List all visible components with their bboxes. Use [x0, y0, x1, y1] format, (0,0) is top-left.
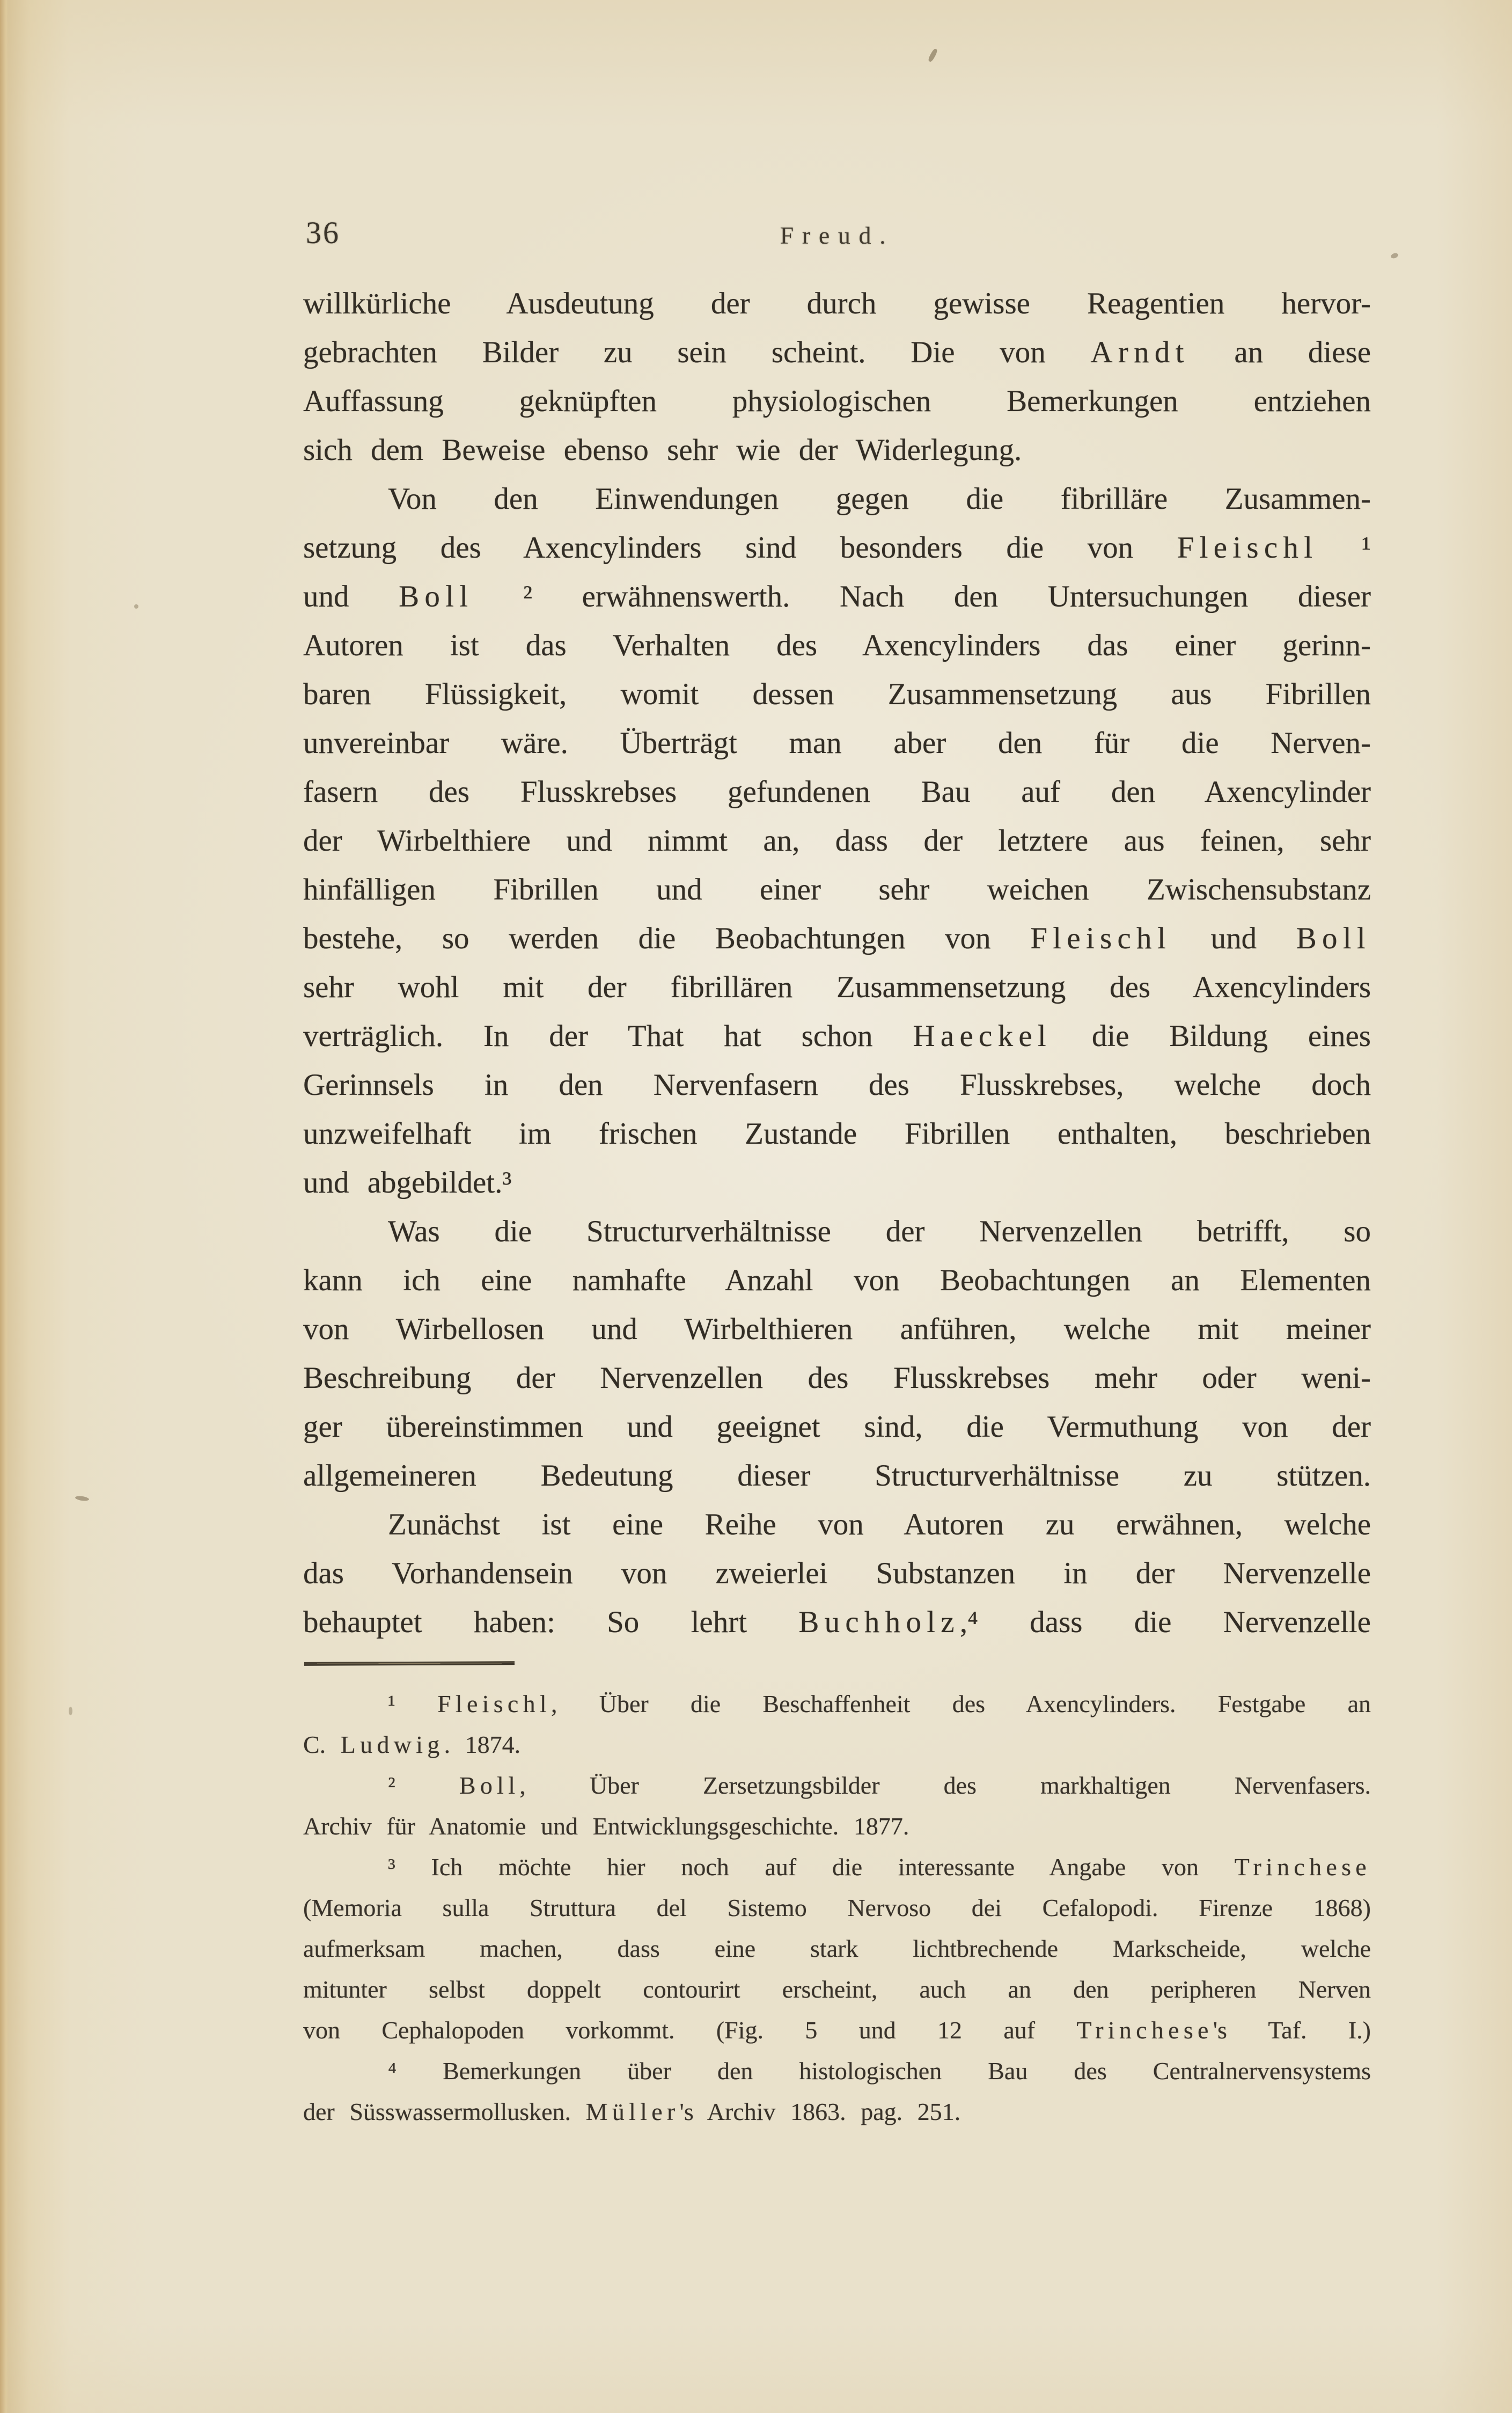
- footnote-line: ⁴ Bemerkungen über den histologischen Bau des Centralnervensystems: [388, 2057, 1371, 2085]
- body-text-line: gebrachten Bilder zu sein scheint. Die von Arndt an diese: [303, 335, 1371, 369]
- page-number: 36: [306, 215, 340, 250]
- body-text-line: ger übereinstimmen und geeignet sind, die Vermuthung von der: [303, 1410, 1371, 1444]
- body-text-line: Auffassung geknüpften physiologischen Bemerkungen entziehen: [303, 384, 1371, 418]
- letterspaced-name: Arndt: [1090, 335, 1190, 369]
- body-text: [303, 279, 1371, 1647]
- letterspaced-name: Boll: [399, 580, 474, 613]
- letterspaced-name: Trinchese: [1234, 1853, 1371, 1881]
- footnote-line: ¹ Fleischl, Über die Beschaffenheit des Axencylinders. Festgabe an: [388, 1690, 1371, 1717]
- body-text-line: allgemeineren Bedeutung dieser Structurverhältnisse zu stützen.: [303, 1459, 1371, 1493]
- body-text-line: sich dem Beweise ebenso sehr wie der Widerlegung.: [303, 433, 1022, 467]
- body-text-line: bestehe, so werden die Beobachtungen von Fleischl und Boll: [303, 922, 1371, 955]
- footnote-line: von Cephalopoden vorkommt. (Fig. 5 und 12 auf Trinchese's Taf. I.): [303, 2016, 1371, 2044]
- footnote-line: (Memoria sulla Struttura del Sistemo Nervoso dei Cefalopodi. Firenze 1868): [303, 1894, 1371, 1921]
- body-text-line: unzweifelhaft im frischen Zustande Fibrillen enthalten, beschrieben: [303, 1117, 1371, 1151]
- body-text-line: und Boll ² erwähnenswerth. Nach den Untersuchungen dieser: [303, 580, 1371, 613]
- letterspaced-name: Trinchese: [1076, 2016, 1213, 2044]
- footnote-line: mitunter selbst doppelt contourirt erscheint, auch an den peripheren Nerven: [303, 1976, 1371, 2003]
- body-text-line: verträglich. In der That hat schon Haeckel die Bildung eines: [303, 1019, 1371, 1053]
- letterspaced-name: Boll: [459, 1772, 520, 1799]
- paper-speck: [69, 1707, 72, 1715]
- body-text-line: von Wirbellosen und Wirbelthieren anführen, welche mit meiner: [303, 1312, 1371, 1346]
- letterspaced-name: Müller: [585, 2098, 680, 2125]
- body-text-line: baren Flüssigkeit, womit dessen Zusammensetzung aus Fibrillen: [303, 677, 1371, 711]
- footnote-line: aufmerksam machen, dass eine stark lichtbrechende Markscheide, welche: [303, 1935, 1371, 1962]
- letterspaced-name: Buchholz: [798, 1605, 960, 1639]
- footnote-line: ³ Ich möchte hier noch auf die interessante Angabe von Trinchese: [388, 1853, 1371, 1881]
- page-gutter-edge: [0, 0, 9, 2413]
- footnote-line: C. Ludwig. 1874.: [303, 1731, 521, 1758]
- body-text-line: hinfälligen Fibrillen und einer sehr weichen Zwischensubstanz: [303, 873, 1371, 906]
- body-text-line: behauptet haben: So lehrt Buchholz,⁴ dass die Nervenzelle: [303, 1605, 1371, 1639]
- letterspaced-name: Boll: [1296, 922, 1371, 955]
- letterspaced-name: Ludwig: [340, 1731, 444, 1758]
- body-text-line: Von den Einwendungen gegen die fibrilläre Zusammen-: [388, 482, 1371, 516]
- letterspaced-name: Fleischl: [1177, 531, 1318, 565]
- body-text-line: unvereinbar wäre. Überträgt man aber den für die Nerven-: [303, 726, 1371, 760]
- body-text-line: und abgebildet.³: [303, 1166, 512, 1200]
- body-text-line: sehr wohl mit der fibrillären Zusammensetzung des Axencylinders: [303, 970, 1371, 1004]
- body-text-line: setzung des Axencylinders sind besonders die von Fleischl ¹: [303, 531, 1371, 565]
- body-text-line: Beschreibung der Nervenzellen des Flusskrebses mehr oder weni-: [303, 1361, 1371, 1395]
- body-text-line: der Wirbelthiere und nimmt an, dass der letztere aus feinen, sehr: [303, 824, 1371, 858]
- body-text-line: Gerinnsels in den Nervenfasern des Flusskrebses, welche doch: [303, 1068, 1371, 1102]
- body-text-line: Was die Structurverhältnisse der Nervenzellen betrifft, so: [388, 1215, 1371, 1248]
- letterspaced-name: Fleischl: [437, 1690, 551, 1717]
- footnote-line: ² Boll, Über Zersetzungsbilder des markhaltigen Nervenfasers.: [388, 1772, 1371, 1799]
- paper-speck: [927, 48, 938, 62]
- footnotes: [303, 1684, 1371, 2132]
- body-text-line: Zunächst ist eine Reihe von Autoren zu erwähnen, welche: [388, 1508, 1371, 1541]
- paper-speck: [75, 1495, 90, 1502]
- body-text-line: Autoren ist das Verhalten des Axencylinders das einer gerinn-: [303, 628, 1371, 662]
- letterspaced-name: Fleischl: [1030, 922, 1171, 955]
- footnote-line: Archiv für Anatomie und Entwicklungsgeschichte. 1877.: [303, 1812, 909, 1840]
- letterspaced-name: Haeckel: [913, 1019, 1052, 1053]
- paper-speck: [1390, 252, 1399, 259]
- body-text-line: willkürliche Ausdeutung der durch gewisse Reagentien hervor-: [303, 287, 1371, 320]
- body-text-line: fasern des Flusskrebses gefundenen Bau auf den Axencylinder: [303, 775, 1371, 809]
- footnote-separator: [304, 1661, 515, 1666]
- footnote-line: der Süsswassermollusken. Müller's Archiv 1863. pag. 251.: [303, 2098, 961, 2125]
- running-head: Freud.: [780, 222, 894, 249]
- paper-speck: [134, 604, 138, 609]
- body-text-line: kann ich eine namhafte Anzahl von Beobachtungen an Elementen: [303, 1263, 1371, 1297]
- body-text-line: das Vorhandensein von zweierlei Substanzen in der Nervenzelle: [303, 1556, 1371, 1590]
